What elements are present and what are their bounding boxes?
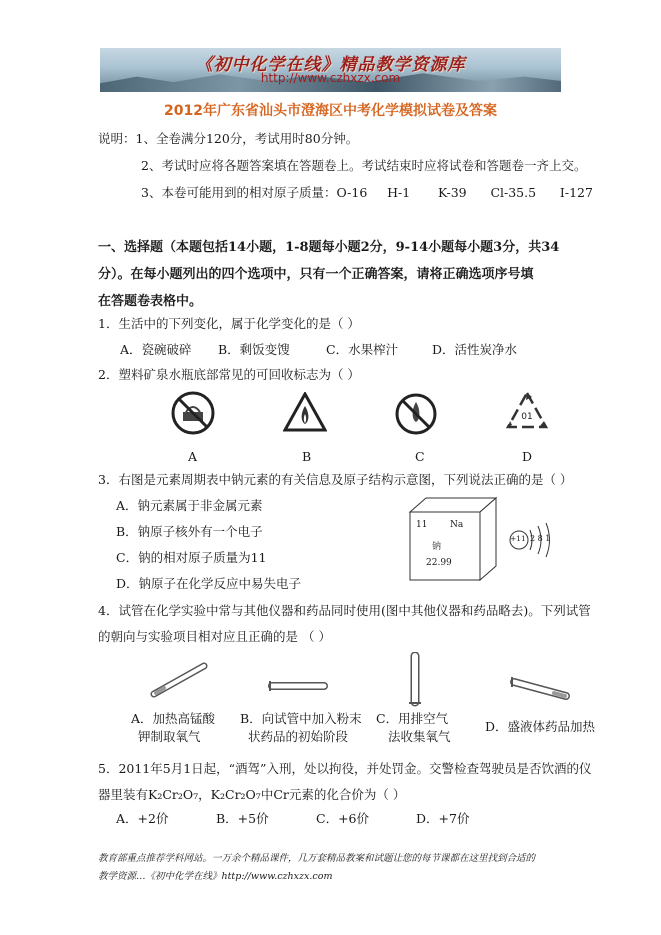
no-fire-icon xyxy=(392,388,440,436)
recycle-01-icon xyxy=(502,389,552,435)
section-heading-line-2: 分）。在每小题列出的四个选项中，只有一个正确答案，请将正确选项序号填 xyxy=(98,267,534,282)
sodium-element-cell xyxy=(404,494,500,582)
footer-line-2[interactable]: 教学资源…《初中化学在线》http://www.czhxzx.com xyxy=(98,871,333,882)
test-tube-a-image xyxy=(150,660,210,700)
q3-stem: 3．右图是元素周期表中钠元素的有关信息及原子结构示意图，下列说法正确的是（ ） xyxy=(98,472,573,487)
q3-option-c: C．钠的相对原子质量为11 xyxy=(116,550,267,565)
q5-stem-line-2: 器里装有K₂Cr₂O₇，K₂Cr₂O₇中Cr元素的化合价为（ ） xyxy=(98,787,406,802)
flammable-warning-icon xyxy=(283,392,327,432)
q2-label-a: A xyxy=(188,449,198,464)
q2-label-b: B xyxy=(302,449,312,464)
banner-title: 《初中化学在线》精品教学资源库 xyxy=(195,55,466,75)
atom-electron-shells: 2 8 1 xyxy=(530,534,551,543)
q5-option-b: B．+5价 xyxy=(216,811,269,826)
q4-option-a-line-1: A．加热高锰酸 xyxy=(131,711,216,726)
atom-nucleus-charge: +11 xyxy=(510,534,526,543)
q4-option-a-line-2: 钾制取氧气 xyxy=(138,729,201,744)
element-number: 11 xyxy=(416,520,428,530)
q5-option-d: D．+7价 xyxy=(416,811,470,826)
section-heading-line-1: 一、选择题（本题包括14小题，1-8题每小题2分，9-14小题每小题3分，共34 xyxy=(98,240,560,255)
q1-option-d: D．活性炭净水 xyxy=(432,342,518,357)
test-tube-b-image xyxy=(266,676,330,696)
q2-stem: 2．塑料矿泉水瓶底部常见的可回收标志为（ ） xyxy=(98,367,360,382)
q1-option-a: A．瓷碗破碎 xyxy=(120,342,192,357)
instruction-2: 2、考试时应将各题答案填在答题卷上。考试结束时应将试卷和答题卷一齐上交。 xyxy=(141,158,587,173)
instruction-1: 说明：1、全卷满分120分，考试用时80分钟。 xyxy=(98,131,359,146)
q5-stem-line-1: 5．2011年5月1日起，“酒驾”入刑，处以拘役，并处罚金。交警检查驾驶员是否饮酒的仪 xyxy=(98,761,592,776)
element-symbol: Na xyxy=(450,520,464,530)
q2-label-c: C xyxy=(415,449,425,464)
q5-option-a: A．+2价 xyxy=(116,811,169,826)
recycle-number: 01 xyxy=(521,412,533,422)
q4-stem-line-2: 的朝向与实验项目相对应且正确的是 （ ） xyxy=(98,629,331,644)
q4-option-b-line-1: B．向试管中加入粉末 xyxy=(240,711,362,726)
q4-option-c-line-1: C．用排空气 xyxy=(376,711,449,726)
q1-stem: 1．生活中的下列变化，属于化学变化的是（ ） xyxy=(98,316,360,331)
banner-url[interactable]: http://www.czhxzx.com xyxy=(260,71,401,85)
section-heading-line-3: 在答题卷表格中。 xyxy=(98,294,203,309)
q4-option-d: D．盛液体药品加热 xyxy=(485,719,596,734)
footer-line-1: 教育部重点推荐学科网站。一万余个精品课件，几万套精品教案和试题让您的每节课都在这里找到合适的 xyxy=(98,853,536,864)
q1-option-b: B．剩饭变馊 xyxy=(218,342,290,357)
q3-option-d: D．钠原子在化学反应中易失电子 xyxy=(116,576,302,591)
document-title: 2012年广东省汕头市澄海区中考化学模拟试卷及答案 xyxy=(164,103,497,119)
element-name: 钠 xyxy=(432,542,442,552)
q3-option-a: A．钠元素属于非金属元素 xyxy=(116,498,263,513)
q4-option-b-line-2: 状药品的初始阶段 xyxy=(248,729,349,744)
q2-label-d: D xyxy=(522,449,533,464)
instruction-3: 3、本卷可能用到的相对原子质量：O-16 H-1 K-39 Cl-35.5 I-127 xyxy=(141,185,593,200)
q3-option-b: B．钠原子核外有一个电子 xyxy=(116,524,263,539)
no-open-flame-device-icon xyxy=(170,390,216,436)
q1-option-c: C．水果榨汁 xyxy=(326,342,399,357)
test-tube-c-image xyxy=(405,652,425,708)
q4-option-c-line-2: 法收集氧气 xyxy=(388,729,451,744)
test-tube-d-image xyxy=(508,676,572,702)
element-mass: 22.99 xyxy=(426,558,452,568)
q4-stem-line-1: 4．试管在化学实验中常与其他仪器和药品同时使用(图中其他仪器和药品略去)。下列试管 xyxy=(98,603,591,618)
q5-option-c: C．+6价 xyxy=(316,811,369,826)
header-banner xyxy=(100,48,561,92)
